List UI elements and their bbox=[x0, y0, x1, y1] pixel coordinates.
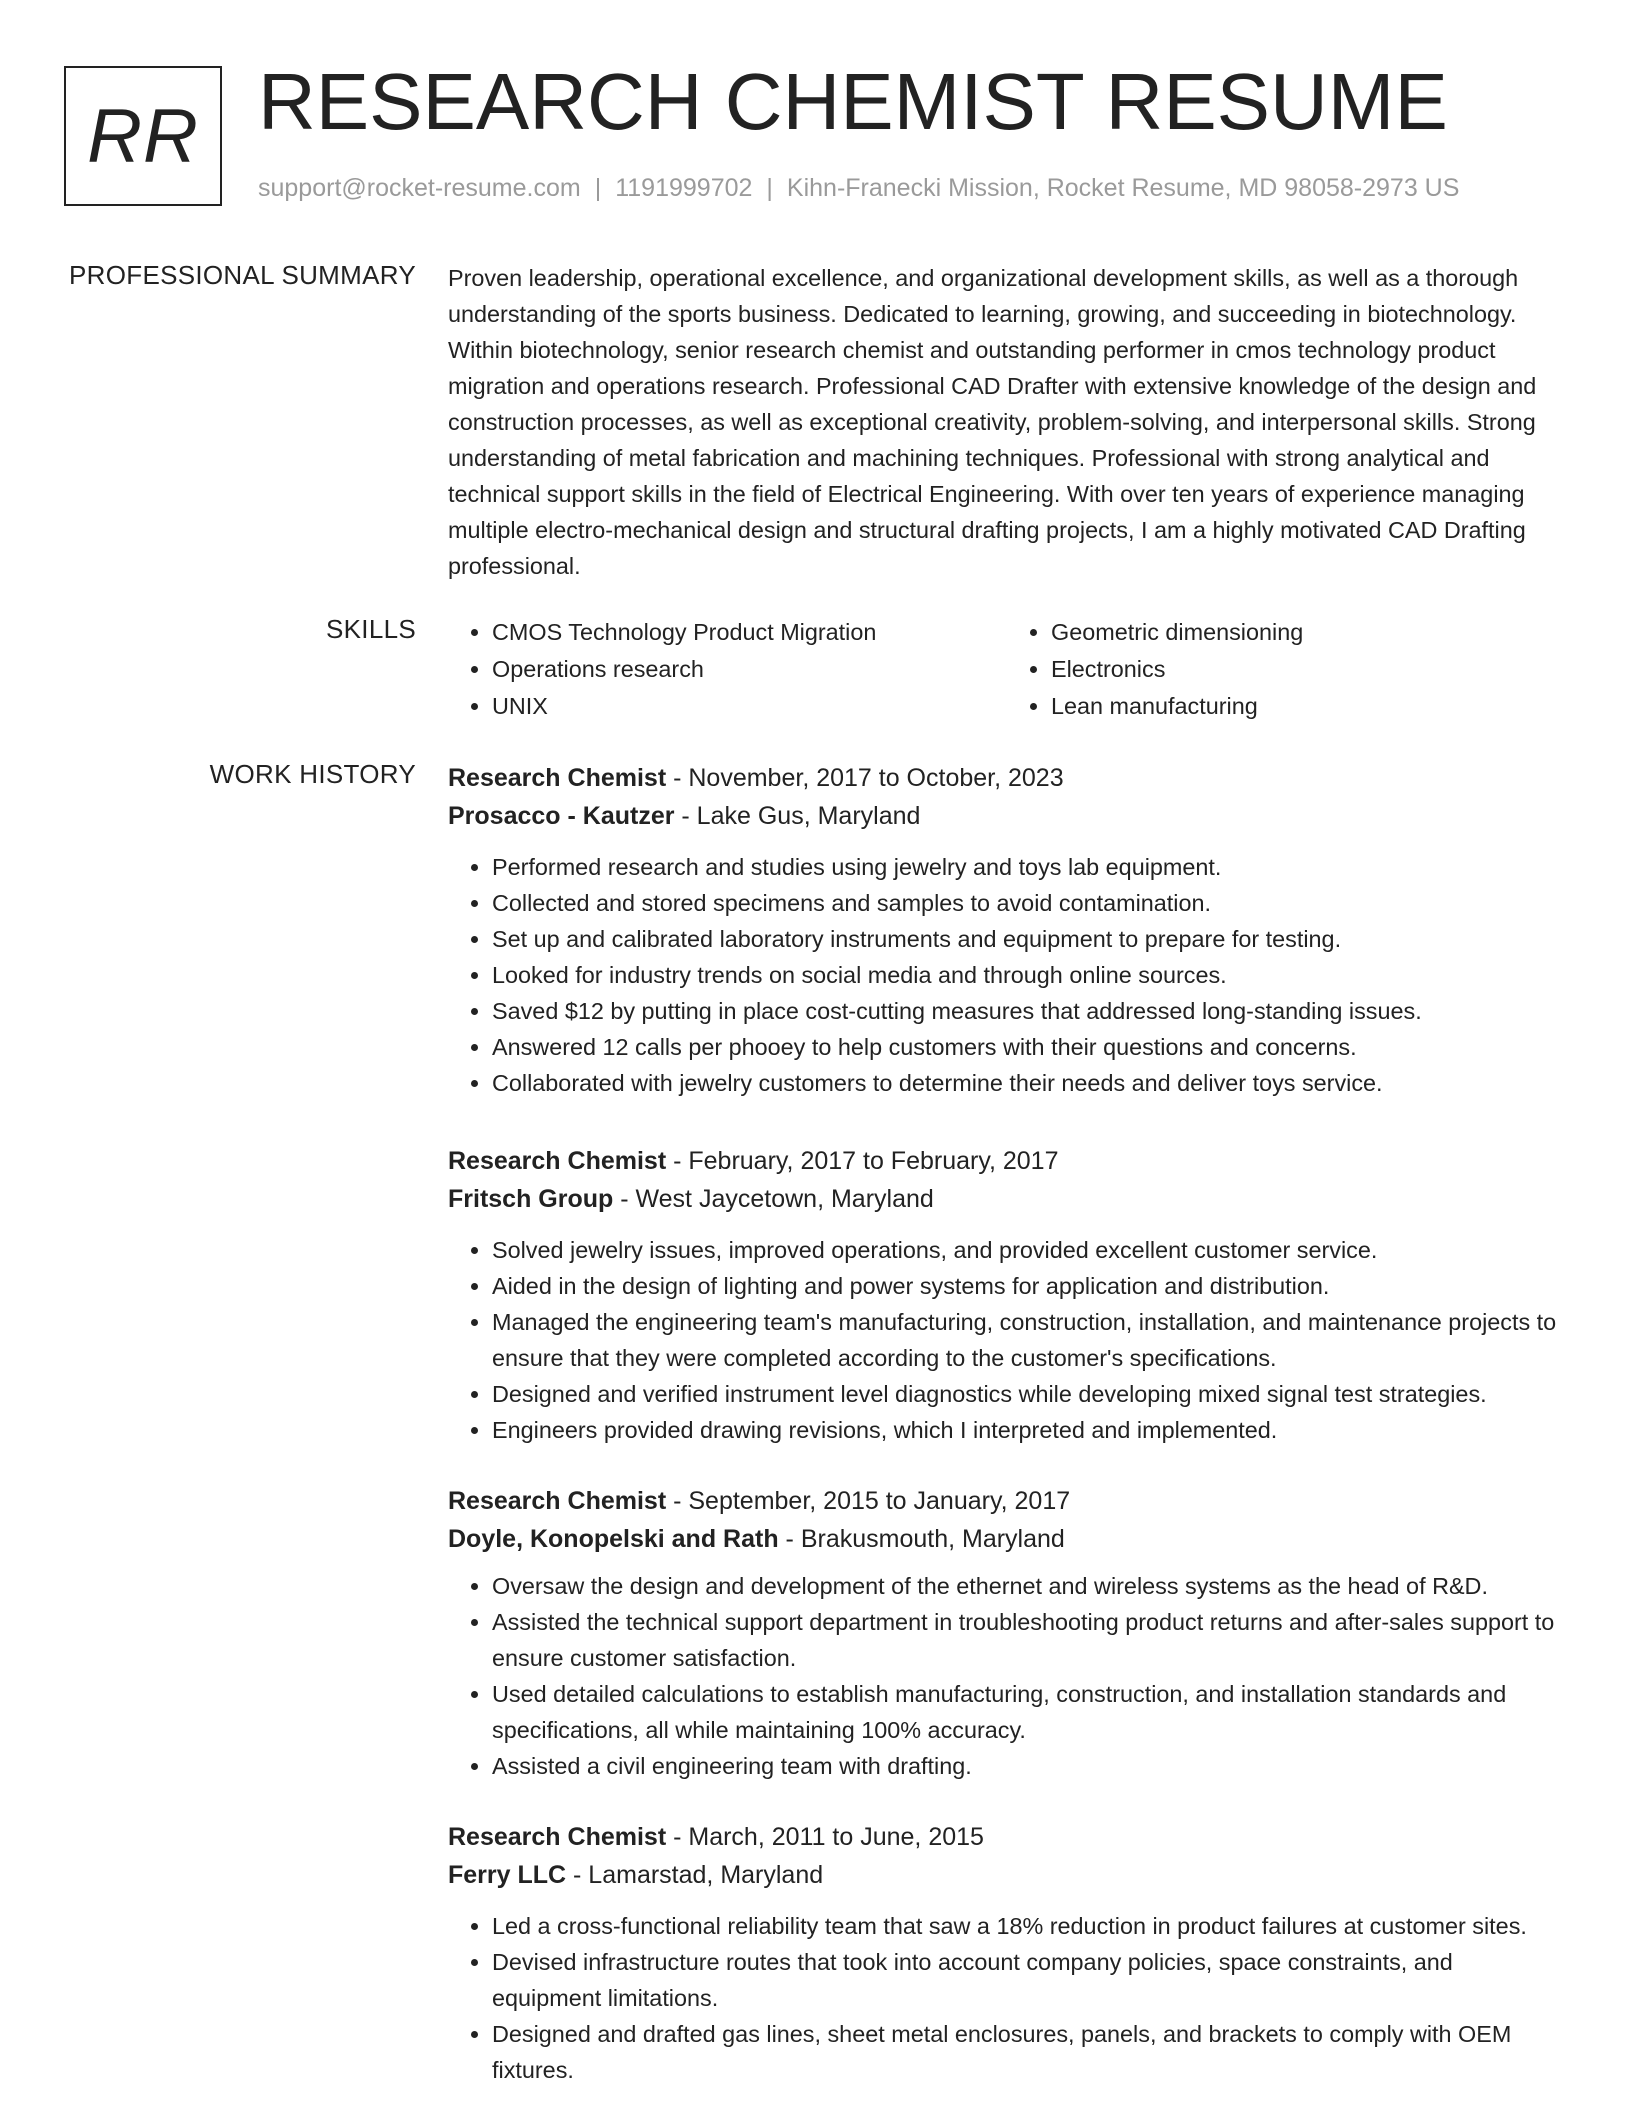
job-location: - Brakusmouth, Maryland bbox=[778, 1525, 1065, 1553]
job-dates: - February, 2017 to February, 2017 bbox=[666, 1147, 1059, 1175]
skill-item: • UNIX bbox=[492, 688, 1007, 725]
job-location: - Lake Gus, Maryland bbox=[674, 802, 921, 830]
summary-label: PROFESSIONAL SUMMARY bbox=[69, 260, 416, 290]
skills-label: SKILLS bbox=[326, 614, 416, 644]
job-entry bbox=[448, 759, 1566, 1101]
job-bullet: • Aided in the design of lighting and power systems for application and distribution. bbox=[492, 1268, 1566, 1304]
skill-item: • CMOS Technology Product Migration bbox=[492, 614, 1007, 651]
skill-item: • Electronics bbox=[1051, 651, 1566, 688]
job-company: Ferry LLC bbox=[448, 1861, 567, 1889]
job-bullet: • Led a cross-functional reliability team that saw a 18% reduction in product failures at customer sites. bbox=[492, 1908, 1566, 1944]
skill-item: • Geometric dimensioning bbox=[1051, 614, 1566, 651]
job-bullet: • Performed research and studies using jewelry and toys lab equipment. bbox=[492, 849, 1566, 885]
job-title: Research Chemist bbox=[448, 1823, 667, 1851]
job-bullet: • Engineers provided drawing revisions, which I interpreted and implemented. bbox=[492, 1412, 1566, 1448]
contact-line bbox=[258, 174, 1459, 203]
job-bullet: • Collected and stored specimens and samples to avoid contamination. bbox=[492, 885, 1566, 921]
summary-body bbox=[448, 260, 1566, 584]
job-company-line bbox=[448, 797, 1566, 835]
contact-email[interactable]: support@rocket-resume.com bbox=[258, 174, 581, 202]
skills-column-left bbox=[448, 614, 1007, 725]
job-dates: - March, 2011 to June, 2015 bbox=[666, 1823, 984, 1851]
job-company-line bbox=[448, 1180, 1566, 1218]
skills-body bbox=[448, 614, 1566, 725]
job-bullet: • Answered 12 calls per phooey to help customers with their questions and concerns. bbox=[492, 1029, 1566, 1065]
skills-list bbox=[448, 614, 1566, 725]
job-title-line bbox=[448, 1142, 1566, 1180]
job-bullet: • Saved $12 by putting in place cost-cutting measures that addressed long-standing issues. bbox=[492, 993, 1566, 1029]
job-title: Research Chemist bbox=[448, 764, 667, 792]
job-entry bbox=[448, 1482, 1566, 1784]
job-entry bbox=[448, 1818, 1566, 2088]
monogram-logo: RR bbox=[64, 66, 222, 206]
job-company: Fritsch Group bbox=[448, 1185, 614, 1213]
resume-title: RESEARCH CHEMIST RESUME bbox=[258, 57, 1448, 146]
skills-column-right bbox=[1007, 614, 1566, 725]
job-company-line bbox=[448, 1856, 1566, 1894]
skill-item: • Operations research bbox=[492, 651, 1007, 688]
job-title-line bbox=[448, 1482, 1566, 1520]
job-bullets bbox=[448, 849, 1566, 1101]
contact-separator: | bbox=[766, 174, 773, 202]
contact-phone[interactable]: 1191999702 bbox=[615, 174, 753, 202]
job-bullet: • Solved jewelry issues, improved operations, and provided excellent customer service. bbox=[492, 1232, 1566, 1268]
job-bullet: • Designed and drafted gas lines, sheet metal enclosures, panels, and brackets to comply with OEM fixtures. bbox=[492, 2016, 1566, 2088]
job-bullet: • Devised infrastructure routes that took into account company policies, space constraints, and equipment limitations. bbox=[492, 1944, 1566, 2016]
job-dates: - November, 2017 to October, 2023 bbox=[666, 764, 1064, 792]
job-dates: - September, 2015 to January, 2017 bbox=[666, 1487, 1071, 1515]
skill-item: • Lean manufacturing bbox=[1051, 688, 1566, 725]
job-bullets bbox=[448, 1232, 1566, 1448]
job-bullets bbox=[448, 1568, 1566, 1784]
job-bullet: • Used detailed calculations to establish manufacturing, construction, and installation standards and specifications, all while maintaining 100% accuracy. bbox=[492, 1676, 1566, 1748]
job-title-line bbox=[448, 1818, 1566, 1856]
job-bullet: • Looked for industry trends on social media and through online sources. bbox=[492, 957, 1566, 993]
job-bullet: • Collaborated with jewelry customers to determine their needs and deliver toys service. bbox=[492, 1065, 1566, 1101]
job-bullet: • Set up and calibrated laboratory instruments and equipment to prepare for testing. bbox=[492, 921, 1566, 957]
job-title: Research Chemist bbox=[448, 1487, 667, 1515]
contact-separator: | bbox=[594, 174, 602, 202]
job-company: Prosacco - Kautzer bbox=[448, 802, 675, 830]
job-bullet: • Managed the engineering team's manufacturing, construction, installation, and maintenance projects to ensure that they were completed according to the customer's specifications. bbox=[492, 1304, 1566, 1376]
work-body bbox=[448, 759, 1566, 2112]
job-location: - West Jaycetown, Maryland bbox=[613, 1185, 934, 1213]
job-bullets bbox=[448, 1908, 1566, 2088]
job-company: Doyle, Konopelski and Rath bbox=[448, 1525, 779, 1553]
summary-text: Proven leadership, operational excellence, and organizational development skills, as well as a thorough understanding of the sports business. Dedicated to learning, growing, and succeeding in biotechnology. Within biotechnology, senior research chemist and outstanding performer in cmos technology product migration and operations research. Professional CAD Drafter with extensive knowledge of the design and construction processes, as well as exceptional creativity, problem-solving, and interpersonal skills. Strong understanding of metal fabrication and machining techniques. Professional with strong analytical and technical support skills in the field of Electrical Engineering. With over ten years of experience managing multiple electro-mechanical design and structural drafting projects, I am a highly motivated CAD Drafting professional. bbox=[448, 265, 1537, 579]
work-label: WORK HISTORY bbox=[209, 759, 416, 789]
job-bullet: • Assisted the technical support department in troubleshooting product returns and after-sales support to ensure customer satisfaction. bbox=[492, 1604, 1566, 1676]
job-bullet: • Assisted a civil engineering team with drafting. bbox=[492, 1748, 1566, 1784]
job-location: - Lamarstad, Maryland bbox=[566, 1861, 824, 1889]
job-title-line bbox=[448, 759, 1566, 797]
job-company-line bbox=[448, 1520, 1566, 1558]
job-title: Research Chemist bbox=[448, 1147, 667, 1175]
job-bullet: • Designed and verified instrument level diagnostics while developing mixed signal test strategies. bbox=[492, 1376, 1566, 1412]
contact-address: Kihn-Franecki Mission, Rocket Resume, MD 98058-2973 US bbox=[786, 174, 1460, 202]
job-entry bbox=[448, 1142, 1566, 1448]
job-bullet: • Oversaw the design and development of the ethernet and wireless systems as the head of R&D. bbox=[492, 1568, 1566, 1604]
